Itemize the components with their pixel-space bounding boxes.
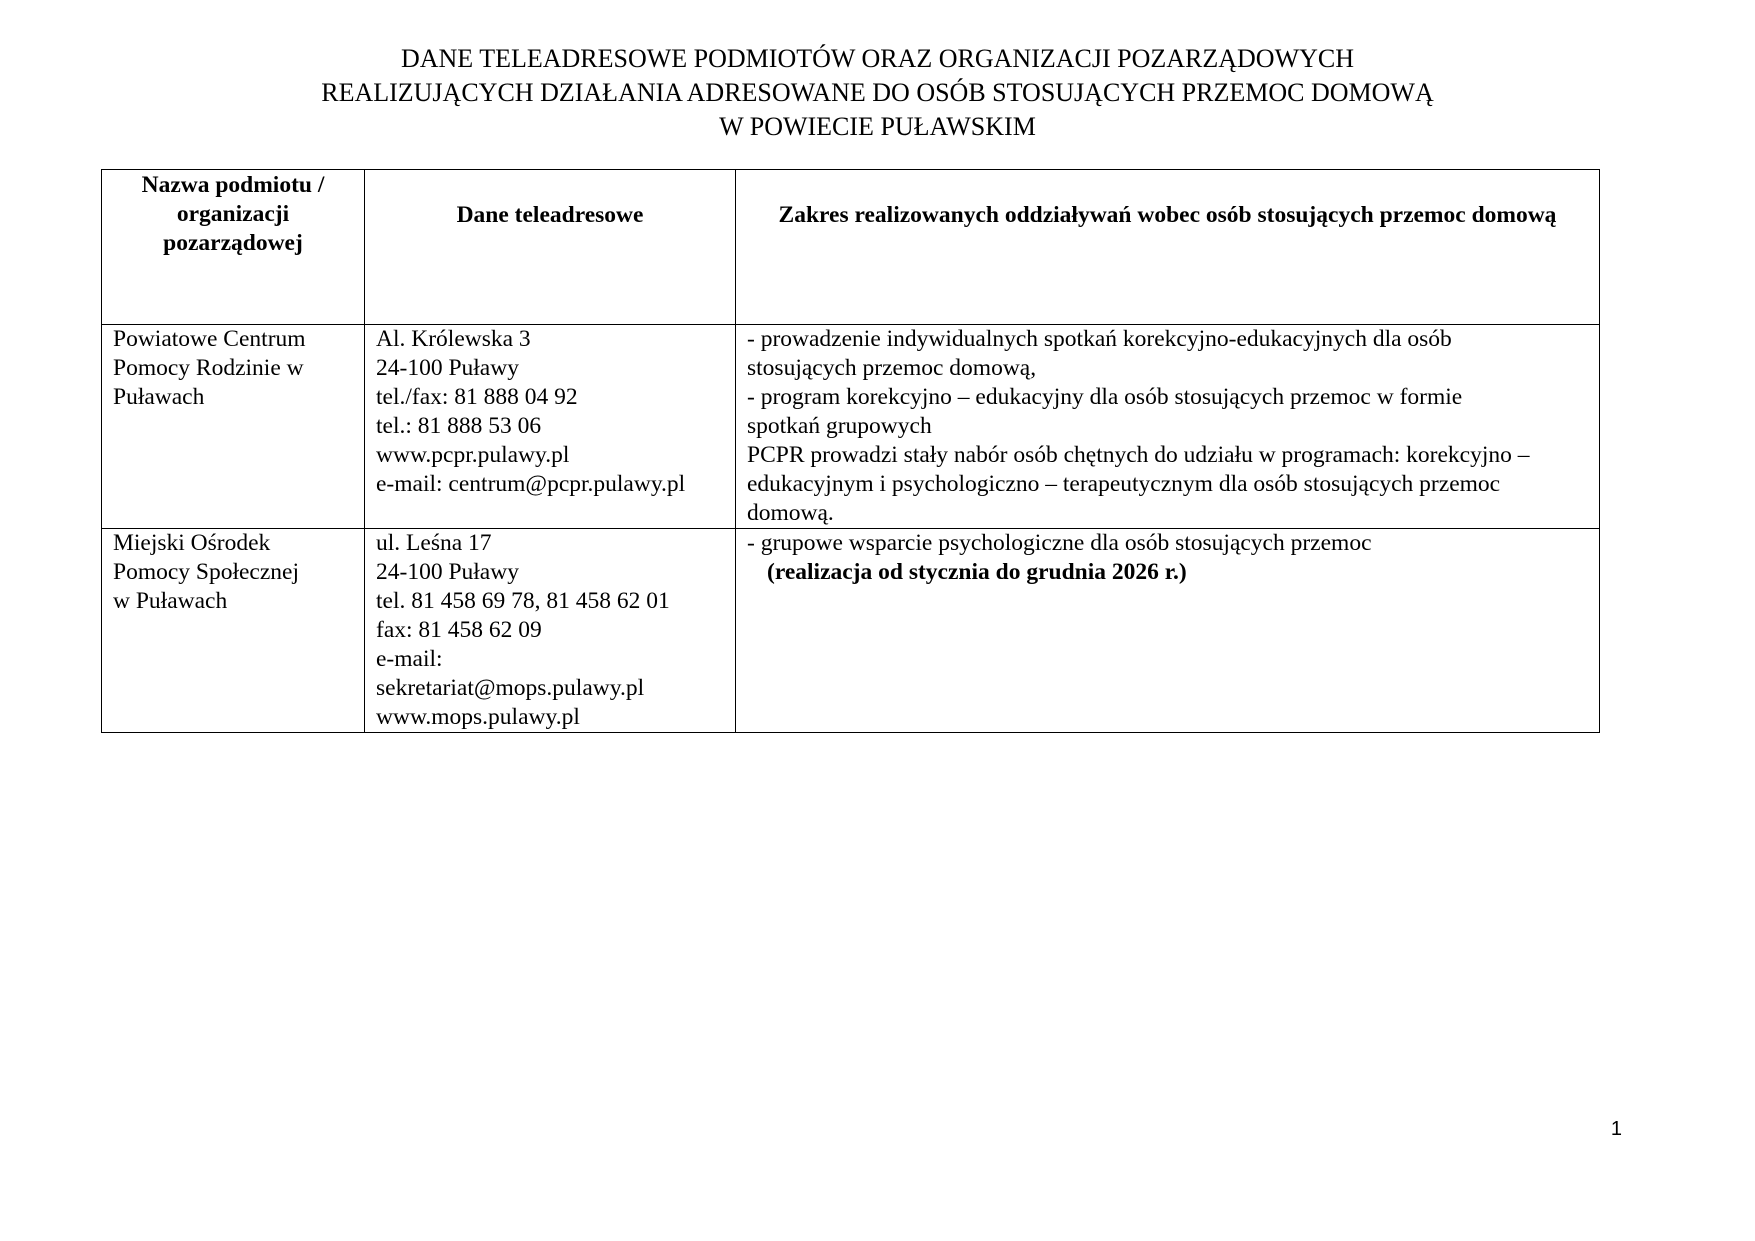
header-name-line: organizacji [176,201,290,227]
postal-line: 24-100 Puławy [376,559,519,585]
name-line: Pomocy Rodzinie w [113,355,304,381]
scope-line: stosujących przemoc domową, [747,355,1037,381]
cell-scope [736,325,1600,529]
cell-name [102,529,365,733]
scope-note: (realizacja od stycznia do grudnia 2026 r.) [767,559,1187,585]
header-scope-line: domową [1471,202,1557,228]
page-number: 1 [1610,1118,1622,1140]
phone-line: tel.: 81 888 53 06 [376,413,542,439]
cell-scope [736,529,1600,733]
header-contact [365,170,736,325]
name-line: Pomocy Społecznej [113,559,300,585]
scope-line: - grupowe wsparcie psychologiczne dla osób stosujących przemoc [747,530,1372,556]
scope-line: - program korekcyjno – edukacyjny dla osób stosujących przemoc w formie [747,384,1463,410]
email-label: e-mail: [376,646,443,672]
table-row [102,325,1600,529]
contact-table [101,169,1600,733]
address-line: Al. Królewska 3 [376,326,531,352]
scope-line: - prowadzenie indywidualnych spotkań korekcyjno-edukacyjnych dla osób [747,326,1452,352]
scope-line: domową. [747,500,834,526]
cell-contact [365,325,736,529]
scope-line: spotkań grupowych [747,413,932,439]
fax-line: fax: 81 458 62 09 [376,617,542,643]
cell-name [102,325,365,529]
name-line: Puławach [113,384,205,410]
header-name [102,170,365,325]
header-scope-text [747,171,1588,230]
postal-line: 24-100 Puławy [376,355,519,381]
email-link[interactable]: sekretariat@mops.pulawy.pl [376,675,645,701]
address-line: ul. Leśna 17 [376,530,492,556]
header-scope [736,170,1600,325]
name-line: Miejski Ośrodek [113,530,271,556]
name-line: Powiatowe Centrum [113,326,306,352]
title-line-3: W POWIECIE PUŁAWSKIM [719,112,1036,141]
header-name-line: Nazwa podmiotu / [141,172,325,198]
header-scope-line: Zakres realizowanych oddziaływań wobec osób stosujących przemoc [778,202,1466,228]
scope-line: edukacyjnym i psychologiczno – terapeutycznym dla osób stosujących przemoc [747,471,1501,497]
header-contact-text: Dane teleadresowe [456,202,644,228]
phone-line: tel. 81 458 69 78, 81 458 62 01 [376,588,670,614]
title-line-1: DANE TELEADRESOWE PODMIOTÓW ORAZ ORGANIZACJI POZARZĄDOWYCH [400,44,1355,73]
table-row [102,529,1600,733]
document-title [0,42,1755,144]
table-header-row [102,170,1600,325]
name-line: w Puławach [113,588,228,614]
phone-fax-line: tel./fax: 81 888 04 92 [376,384,578,410]
website-link[interactable]: www.pcpr.pulawy.pl [376,442,570,468]
header-name-line: pozarządowej [163,230,303,256]
website-link[interactable]: www.mops.pulawy.pl [376,704,580,730]
scope-line: PCPR prowadzi stały nabór osób chętnych do udziału w programach: korekcyjno – [747,442,1530,468]
email-link[interactable]: e-mail: centrum@pcpr.pulawy.pl [376,471,686,497]
cell-contact [365,529,736,733]
title-line-2: REALIZUJĄCYCH DZIAŁANIA ADRESOWANE DO OSÓB STOSUJĄCYCH PRZEMOC DOMOWĄ [321,78,1434,107]
